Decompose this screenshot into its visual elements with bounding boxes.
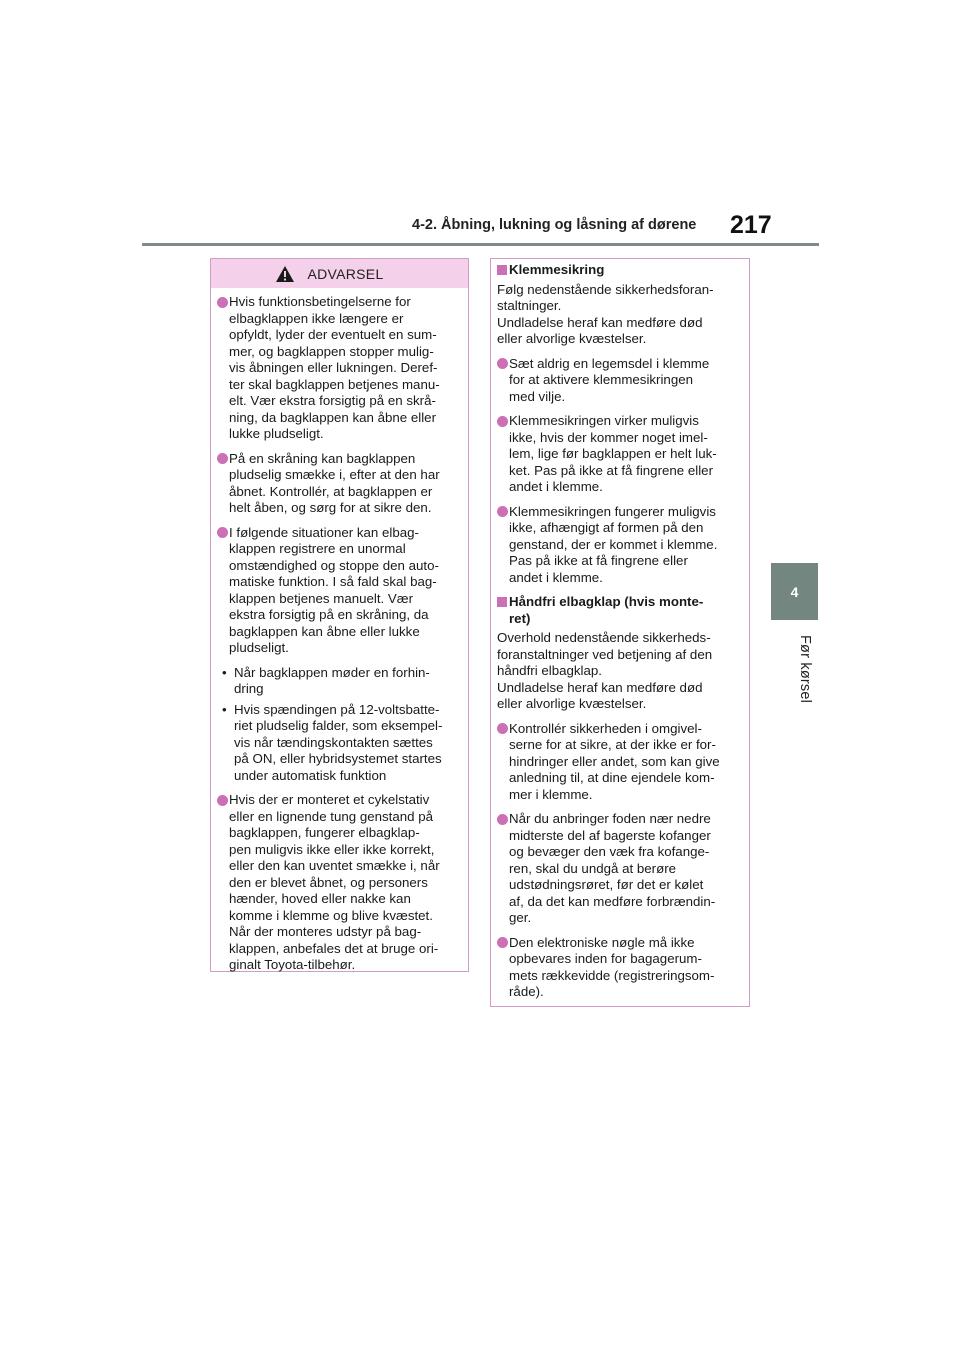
warning-title: ADVARSEL xyxy=(307,265,384,282)
safety-bullet: Sæt aldrig en legemsdel i klemme for at aktivere klemmesikringen med vilje. xyxy=(497,356,741,406)
header-divider xyxy=(142,243,819,246)
safety-bullet: Klemmesikringen fungerer muligvis ikke, afhængigt af formen på den genstand, der er kommet i klemme. Pas på ikke at få fingrene eller andet i klemme. xyxy=(497,504,741,587)
safety-bullet: Når du anbringer foden nær nedre midterste del af bagerste kofanger og bevæger den væk fra kofange- ren, skal du undgå at berøre udstødningsrøret, før det er kølet af, da det kan medføre forbrændin- ger. xyxy=(497,811,741,927)
warning-bullet: Hvis funktionsbetingelserne for elbagklappen ikke længere er opfyldt, lyder der eventuelt en sum- mer, og bagklappen stopper mulig- vis åbningen eller lukningen. Deref- ter skal bagklappen betjenes manu- elt. Vær ekstra forsigtig på en skrå- ning, da bagklappen kan åbne eller lukke pludseligt. xyxy=(217,294,460,443)
section-heading: Klemmesikring xyxy=(497,262,741,279)
chapter-label: Før kørsel xyxy=(797,635,813,704)
chapter-tab xyxy=(771,563,818,620)
safety-bullet: Kontrollér sikkerheden i omgivel- serne for at sikre, at der ikke er for- hindringer eller andet, som kan give anledning til, at dine ejendele kom- mer i klemme. xyxy=(497,721,741,804)
safety-content xyxy=(491,259,749,1001)
section-title: 4-2. Åbning, lukning og låsning af dørene xyxy=(412,217,697,233)
warning-sub-bullet: • Når bagklappen møder en forhin- dring xyxy=(217,665,460,698)
page-number: 217 xyxy=(730,211,772,239)
chapter-number: 4 xyxy=(790,583,799,600)
warning-box xyxy=(210,258,469,972)
warning-bullet: I følgende situationer kan elbag- klappen registrere en unormal omstændighed og stoppe den auto- matiske funktion. I så fald skal bag- klappen betjenes manuelt. Vær ekstra forsigtig på en skråning, da bagklappen kan åbne eller lukke pludseligt. xyxy=(217,525,460,657)
warning-bullet: På en skråning kan bagklappen pludselig smække i, efter at den har åbnet. Kontrollér, at bagklappen er helt åben, og sørg for at sikre den. xyxy=(217,451,460,517)
warning-header xyxy=(211,259,468,288)
safety-bullet: Den elektroniske nøgle må ikke opbevares inden for bagagerum- mets rækkevidde (registreringsom- råde). xyxy=(497,935,741,1001)
safety-bullet: Klemmesikringen virker muligvis ikke, hvis der kommer noget imel- lem, lige før bagklappen er helt luk- ket. Pas på ikke at få fingrene eller andet i klemme. xyxy=(497,413,741,496)
warning-sub-bullet: • Hvis spændingen på 12-voltsbatte- riet pludselig falder, som eksempel- vis når tændingskontakten sættes på ON, eller hybridsystemet startes under automatisk funktion xyxy=(217,702,460,785)
safety-box xyxy=(490,258,750,1007)
warning-bullet: Hvis der er monteret et cykelstativ eller en lignende tung genstand på bagklappen, fungerer elbagklap- pen muligvis ikke eller ikke korrekt, eller den kan uventet smække i, når den er blevet åbnet, og personers hænder, hoved eller nakke kan komme i klemme og blive kvæstet. Når der monteres udstyr på bag- klappen, anbefales det at bruge ori- ginalt Toyota-tilbehør. xyxy=(217,792,460,974)
section-heading: Håndfri elbagklap (hvis monte- ret) xyxy=(497,594,741,627)
warning-content xyxy=(211,288,468,974)
section-intro: Følg nedenstående sikkerhedsforan- staltninger. Undladelse heraf kan medføre død eller alvorlige kvæstelser. xyxy=(497,281,714,346)
section-intro: Overhold nedenstående sikkerheds- foranstaltninger ved betjening af den håndfri elbagklap. Undladelse heraf kan medføre død eller alvorlige kvæstelser. xyxy=(497,630,713,711)
warning-triangle-icon xyxy=(275,265,295,283)
